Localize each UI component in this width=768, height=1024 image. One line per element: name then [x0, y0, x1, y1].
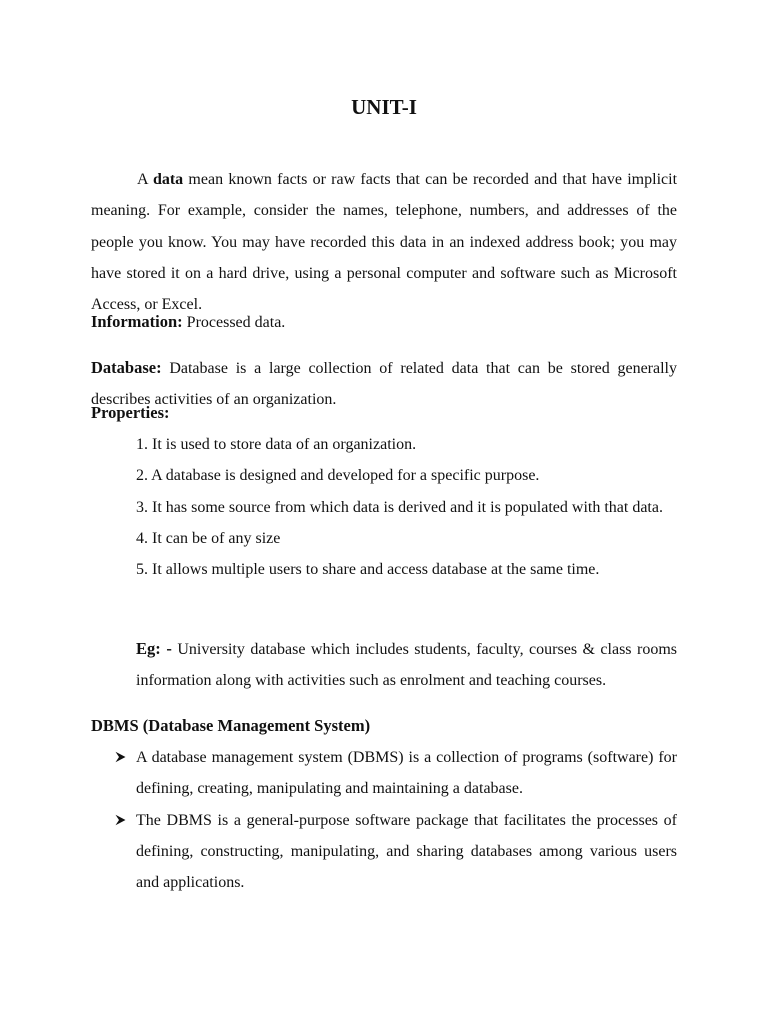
example-text: University database which includes students, faculty, courses & class rooms information along with activities such as enrolment and teaching courses. — [136, 641, 678, 690]
database-text: Database is a large collection of related data that can be stored generally describes activities of an organization. — [91, 360, 677, 409]
database-label: Database: — [91, 358, 162, 377]
database-definition — [91, 352, 677, 416]
properties-list — [136, 429, 677, 585]
dbms-heading: DBMS (Database Management System) — [91, 716, 371, 735]
list-item: 1. It is used to store data of an organization. — [136, 436, 417, 453]
list-item: 4. It can be of any size — [136, 529, 281, 547]
list-item: 5. It allows multiple users to share and access database at the same time. — [136, 561, 600, 579]
information-definition — [91, 310, 285, 335]
properties-heading: Properties: — [91, 403, 170, 422]
intro-text: mean known facts or raw facts that can be recorded and that have implicit meaning. For example, consider the names, telephone, numbers, and addresses of the people you know. You may have recorded this data in an indexed address book; you may have stored it on a hard drive, using a personal computer and software such as Microsoft Access, or Excel. — [91, 171, 678, 314]
list-item — [113, 742, 677, 805]
page-title: UNIT-I — [351, 95, 417, 119]
intro-lead: A — [137, 171, 153, 188]
intro-paragraph — [91, 164, 677, 320]
list-item — [113, 805, 677, 899]
dbms-bullet-text: The DBMS is a general-purpose software package that facilitates the processes of defining, constructing, manipulating, and sharing databases among various users and applications. — [136, 811, 677, 892]
information-label: Information: — [91, 312, 183, 331]
list-item: 3. It has some source from which data is derived and it is populated with that data. — [136, 498, 663, 516]
information-text: Processed data. — [182, 314, 286, 331]
arrowhead-bullet-icon — [113, 805, 129, 836]
list-item: 2. A database is designed and developed for a specific purpose. — [136, 467, 540, 485]
dbms-bullet-list — [113, 742, 677, 898]
arrowhead-bullet-icon — [113, 742, 129, 773]
example-label: Eg: - — [136, 639, 172, 658]
intro-term: data — [152, 171, 184, 188]
dbms-bullet-text: A database management system (DBMS) is a collection of programs (software) for defining, creating, manipulating and maintaining a database. — [136, 749, 677, 798]
example-paragraph — [136, 633, 677, 697]
